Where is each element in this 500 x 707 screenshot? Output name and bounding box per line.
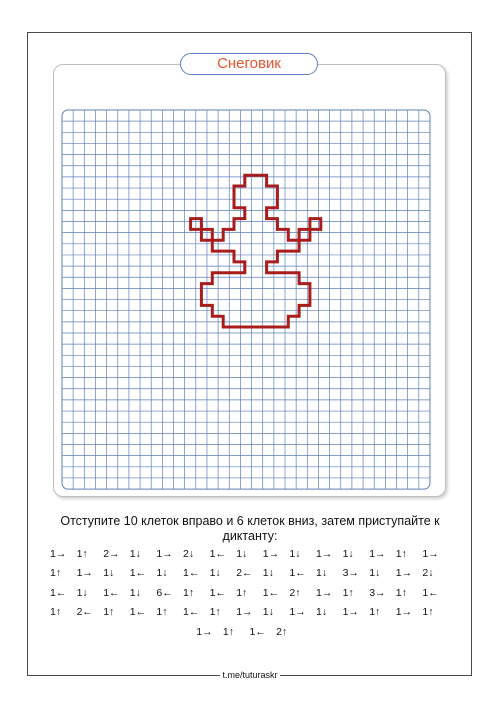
dictation-step: 1→ bbox=[316, 586, 333, 599]
dictation-step: 1↑ bbox=[422, 606, 434, 619]
dictation-step: 2↓ bbox=[183, 548, 195, 560]
dictation-step: 1→ bbox=[236, 606, 253, 619]
dictation-step: 1↑ bbox=[50, 606, 62, 619]
dictation-step: 2← bbox=[76, 606, 93, 619]
dictation-step: 1← bbox=[209, 548, 226, 560]
dictation-step: 1→ bbox=[196, 625, 213, 638]
dictation-step: 1↑ bbox=[342, 586, 354, 599]
dictation-step: 1↓ bbox=[236, 548, 248, 560]
dictation-step: 6← bbox=[156, 586, 173, 599]
dictation-step: 1↓ bbox=[369, 567, 381, 580]
dictation-step: 2↓ bbox=[422, 567, 434, 580]
dictation-step: 1← bbox=[422, 586, 439, 599]
dictation-row bbox=[50, 623, 460, 642]
dictation-row bbox=[50, 545, 460, 564]
dictation-step: 1↓ bbox=[129, 548, 141, 560]
dictation-step: 1↓ bbox=[262, 606, 274, 619]
dictation-step: 1← bbox=[249, 625, 266, 638]
dictation-step: 1↓ bbox=[76, 586, 88, 599]
dictation-step: 1← bbox=[262, 586, 280, 599]
footer-link[interactable]: t.me/tuturaskr bbox=[222, 670, 278, 680]
dictation-step: 1← bbox=[129, 567, 147, 580]
dictation-step: 1↓ bbox=[289, 548, 301, 560]
dictation-step: 1↑ bbox=[76, 548, 88, 560]
dictation-step: 1→ bbox=[262, 548, 280, 560]
dictation-step: 1↑ bbox=[209, 606, 221, 619]
dictation-step: 1↓ bbox=[103, 567, 115, 580]
dictation-step: 2→ bbox=[103, 548, 120, 560]
dictation-step: 1↓ bbox=[129, 586, 141, 599]
dictation-step: 1→ bbox=[50, 548, 67, 560]
dictation-step: 1← bbox=[103, 586, 120, 599]
dictation-step: 1← bbox=[183, 567, 200, 580]
dictation-step: 1← bbox=[129, 606, 147, 619]
dictation-step: 1↓ bbox=[209, 567, 221, 580]
dictation-step: 1→ bbox=[422, 548, 439, 560]
dictation-step: 3→ bbox=[369, 586, 386, 599]
dictation-step: 1↓ bbox=[156, 567, 168, 580]
dictation-step: 1→ bbox=[289, 606, 306, 619]
dictation-step: 1↑ bbox=[395, 586, 407, 599]
dictation-row bbox=[50, 603, 460, 622]
dictation-step: 1↓ bbox=[262, 567, 274, 580]
dictation-step: 1↑ bbox=[222, 625, 234, 638]
dictation-step: 1→ bbox=[316, 548, 333, 560]
dictation-step: 1→ bbox=[369, 548, 386, 560]
dictation-step: 1↑ bbox=[236, 586, 248, 599]
dictation-step: 1↑ bbox=[103, 606, 115, 619]
dictation-step: 1↓ bbox=[316, 567, 328, 580]
dictation-row bbox=[50, 584, 460, 603]
dictation-step: 1← bbox=[50, 586, 67, 599]
dictation-step: 1↑ bbox=[50, 567, 62, 580]
dictation-step: 1↑ bbox=[395, 548, 407, 560]
dictation-step: 1← bbox=[209, 586, 226, 599]
dictation-step: 1← bbox=[183, 606, 200, 619]
dictation-step: 1← bbox=[289, 567, 306, 580]
dictation-steps bbox=[50, 545, 460, 642]
worksheet-title: Снеговик bbox=[180, 53, 318, 75]
dictation-step: 2↑ bbox=[276, 625, 288, 638]
dictation-step: 1→ bbox=[76, 567, 93, 580]
grid-lines bbox=[62, 110, 430, 489]
dictation-step: 1↓ bbox=[316, 606, 328, 619]
dictation-step: 1↑ bbox=[156, 606, 168, 619]
dictation-step: 2← bbox=[236, 567, 253, 580]
dictation-step: 1→ bbox=[342, 606, 359, 619]
dictation-step: 2↑ bbox=[289, 586, 301, 599]
dictation-row bbox=[50, 564, 460, 583]
dictation-step: 1↓ bbox=[342, 548, 354, 560]
dictation-step: 3→ bbox=[342, 567, 359, 580]
dictation-step: 1→ bbox=[395, 606, 413, 619]
dictation-step: 1↑ bbox=[369, 606, 381, 619]
dictation-step: 1→ bbox=[395, 567, 413, 580]
dictation-step: 1→ bbox=[156, 548, 173, 560]
instruction-text: Отступите 10 клеток вправо и 6 клеток вниз, затем приступайте к диктанту: bbox=[60, 514, 440, 543]
dictation-step: 1↑ bbox=[183, 586, 195, 599]
